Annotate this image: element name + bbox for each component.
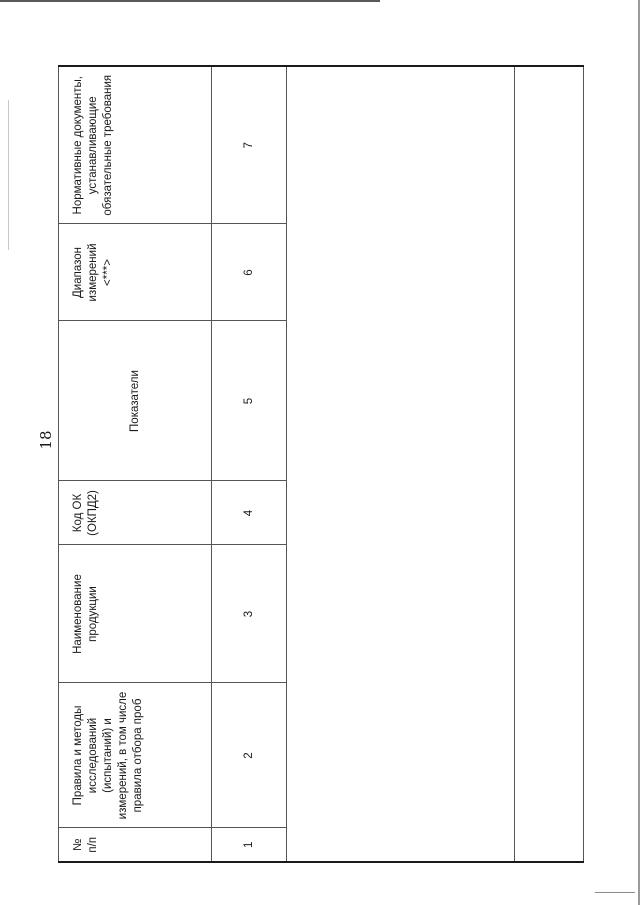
header-okpd2-code: Код ОК (ОКПД2) — [59, 481, 212, 545]
header-measurement-range: Диапазон измерений <***> — [59, 224, 212, 321]
scan-artifact-top — [0, 0, 380, 2]
accreditation-scope-table — [58, 67, 583, 863]
scope-grid — [58, 65, 584, 863]
column-number-row — [212, 66, 287, 862]
column-number-6: 6 — [212, 224, 287, 321]
table-row-margin — [515, 66, 584, 862]
column-number-3: 3 — [212, 545, 287, 683]
header-product-name: Наименование продукции — [59, 545, 212, 683]
header-normative-documents: Нормативные документы, устанавливающие обязательные требования — [59, 66, 212, 224]
page-number: 18 — [37, 430, 55, 450]
scan-artifact-left — [8, 100, 9, 250]
header-methods: Правила и методы исследований (испытаний) и измерений, в том числе правила отбора проб — [59, 683, 212, 828]
empty-body-cell — [287, 66, 515, 862]
header-number: № п/п — [59, 828, 212, 862]
header-indicators: Показатели — [59, 321, 212, 481]
scan-artifact-bottom — [595, 892, 635, 893]
column-number-4: 4 — [212, 481, 287, 545]
column-number-1: 1 — [212, 828, 287, 862]
header-row — [59, 66, 212, 862]
column-number-7: 7 — [212, 66, 287, 224]
rotated-table-container — [58, 67, 583, 863]
table-row-empty — [287, 66, 515, 862]
column-number-2: 2 — [212, 683, 287, 828]
column-number-5: 5 — [212, 321, 287, 481]
empty-margin-cell — [515, 66, 584, 862]
